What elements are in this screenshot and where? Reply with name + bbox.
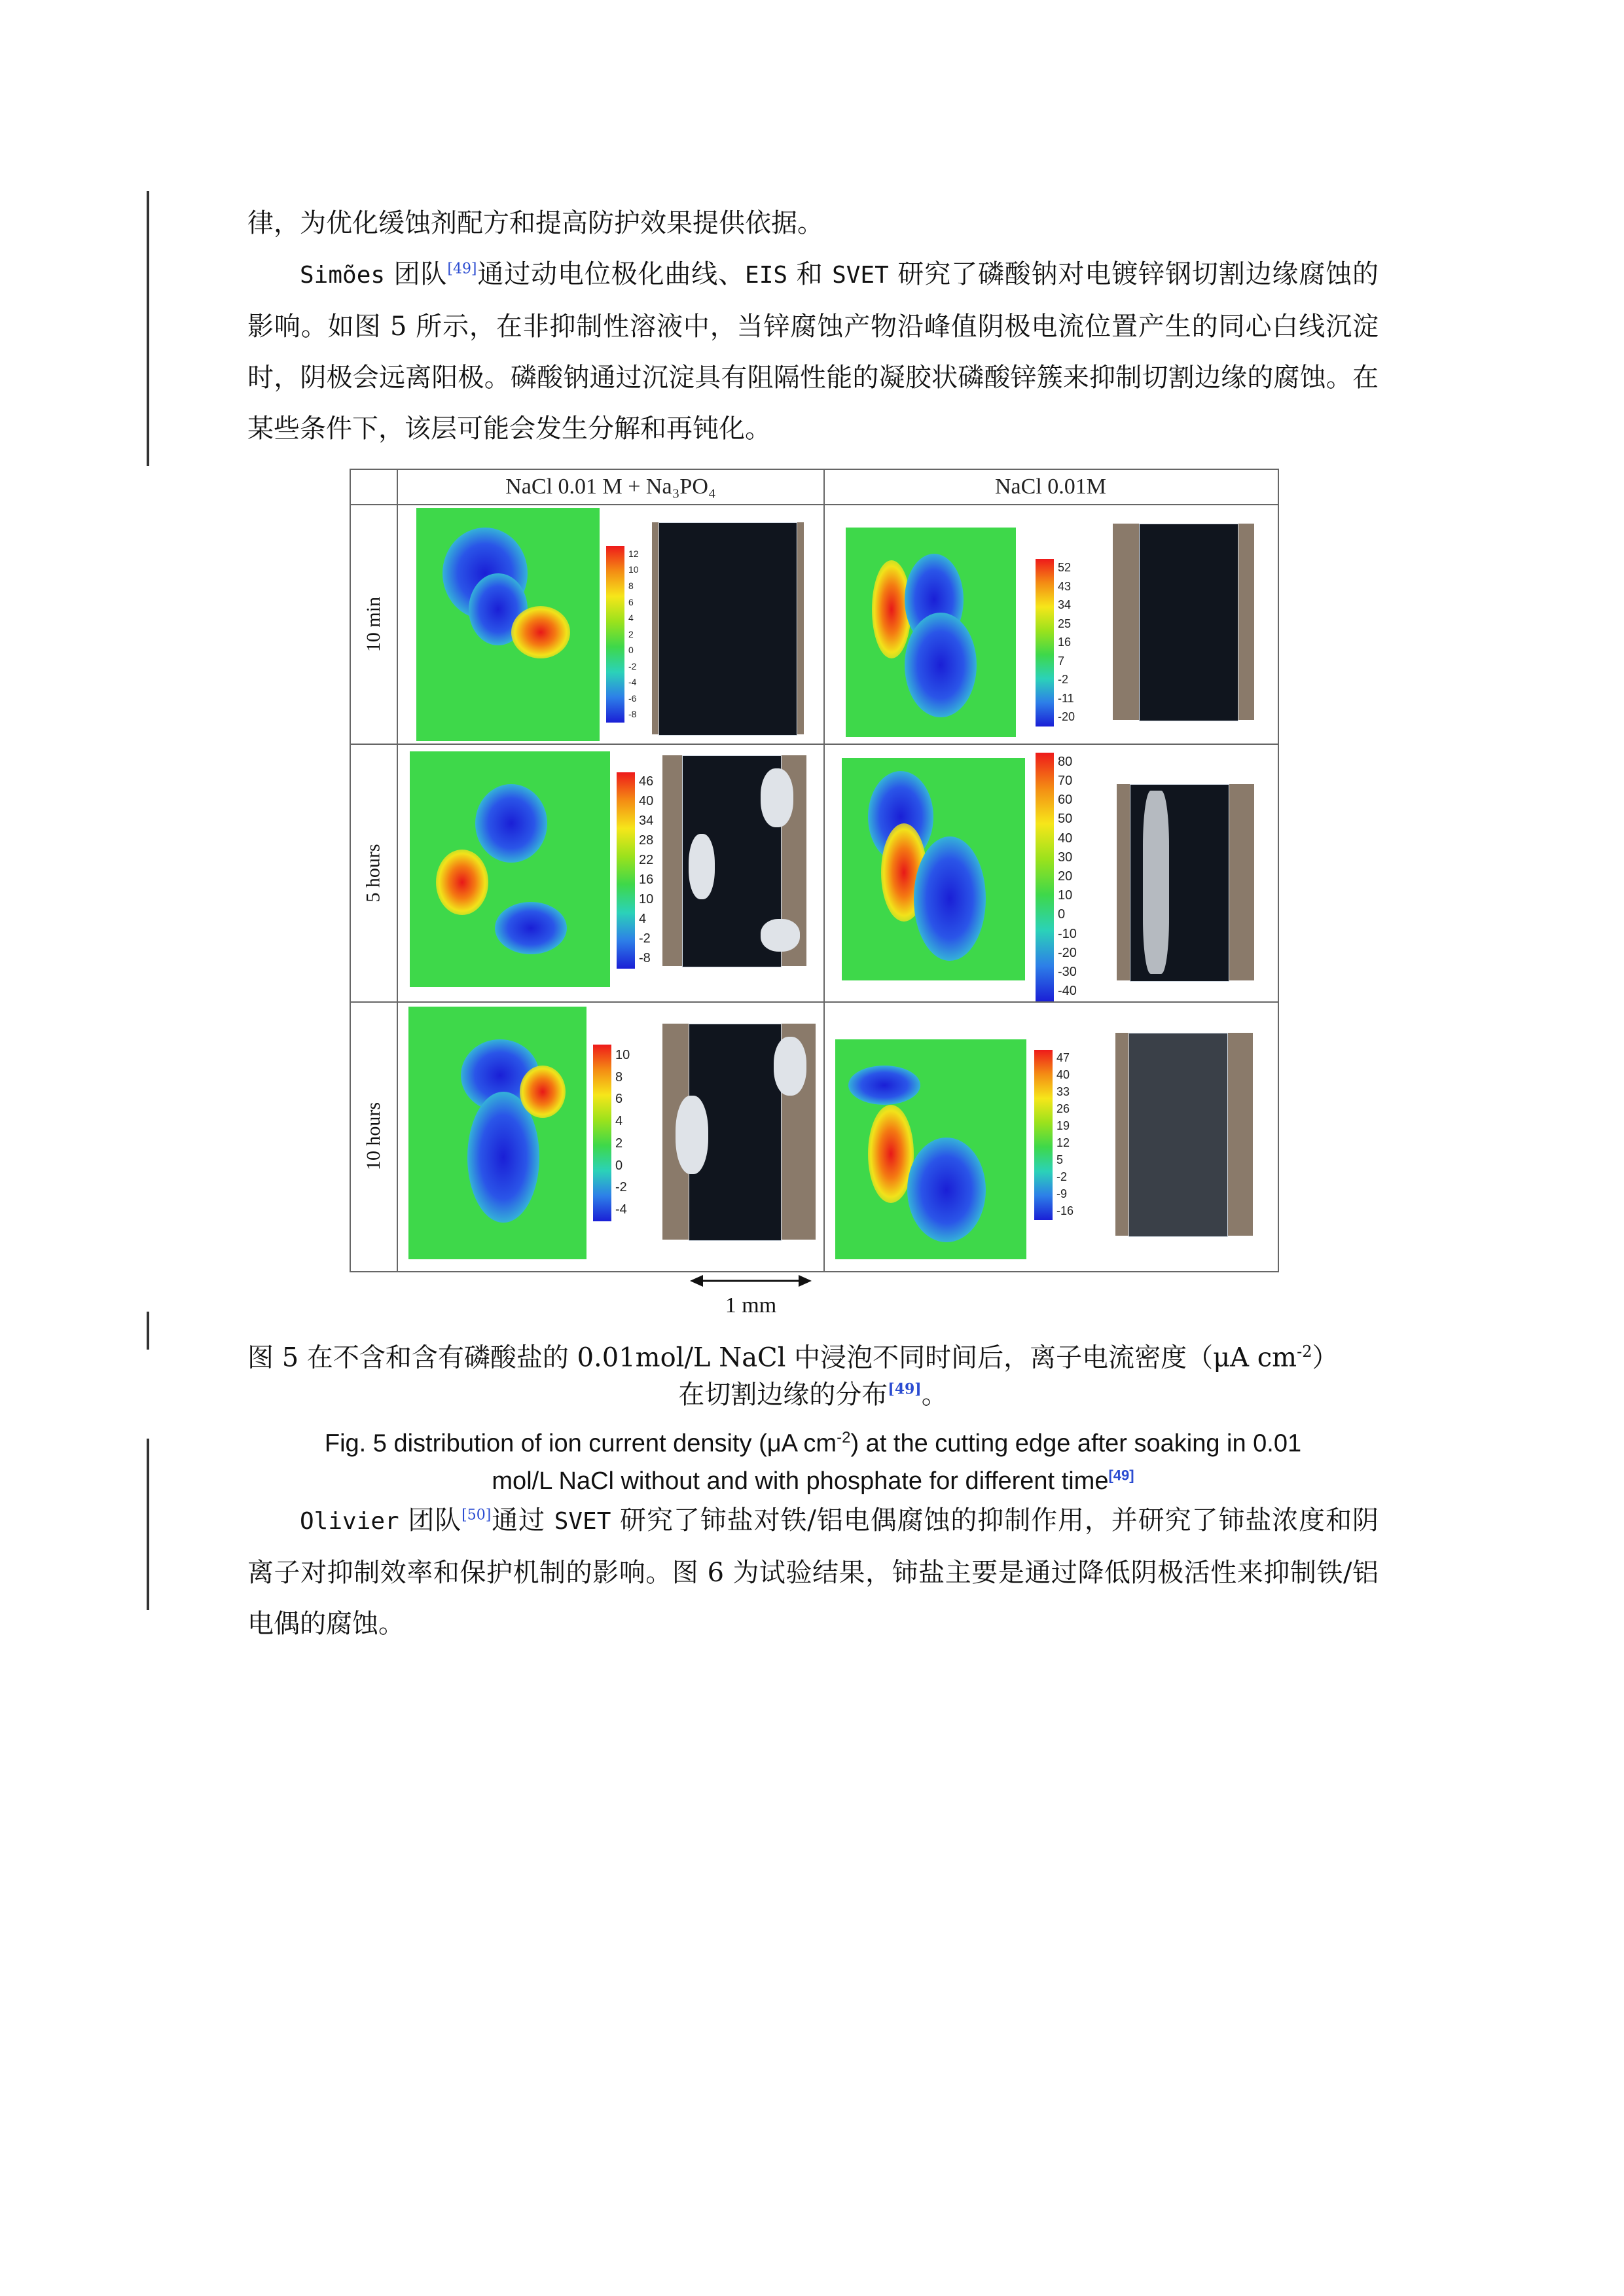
- paragraph-text: 和: [787, 259, 833, 289]
- cathodic-region: [914, 836, 986, 961]
- anodic-region: [511, 606, 570, 658]
- row-label-10hours: [351, 1003, 397, 1270]
- team-word: 团队: [399, 1505, 462, 1535]
- color-scale: [593, 1045, 611, 1221]
- caption-text: 在切割边缘的分布: [678, 1380, 888, 1410]
- citation-ref[interactable]: [49]: [888, 1380, 922, 1398]
- caption-text: ) at the cutting edge after soaking in 0.01: [850, 1429, 1302, 1458]
- figure-5: [350, 469, 1279, 1272]
- anodic-region: [436, 850, 488, 915]
- row-label-5hours: [351, 745, 397, 1001]
- color-scale: [1034, 1050, 1053, 1220]
- color-scale-tick: 40: [1056, 1068, 1070, 1082]
- double-arrow-icon: [690, 1271, 812, 1291]
- author-name: Olivier: [300, 1508, 399, 1535]
- color-scale-tick: 10: [639, 892, 654, 906]
- paragraph-text: 研究了磷酸钠对电镀锌钢切割边缘腐蚀的影响。如图 5 所示，在非抑制性溶液中，当锌腐蚀产物沿峰值阴极电流位置产生的同心白线沉淀时，阴极会远离阳极。磷酸钠通过沉淀具有阻隔性能的凝胶状磷酸锌簇来抑制切割边缘的腐蚀。在某些条件下，该层可能会发生分解和再钝化。: [247, 259, 1379, 444]
- color-scale-tick: 2: [628, 628, 634, 639]
- color-scale-tick: 40: [639, 794, 654, 808]
- current-density-map: [842, 758, 1025, 980]
- author-name: Simões: [300, 262, 386, 289]
- revision-bar: [147, 191, 149, 466]
- color-scale-tick: 26: [1056, 1102, 1070, 1116]
- column-header-phosphate: NaCl 0.01 M + Na₃PO₄: [505, 475, 716, 499]
- paragraph-text: 研究了铈盐对铁/铝电偶腐蚀的抑制作用，并研究了铈盐浓度和阴离子对抑制效率和保护机制的影响。图 6 为试验结果，铈盐主要是通过降低阴极活性来抑制铁/铝电偶的腐蚀。: [247, 1505, 1379, 1639]
- term-eis: EIS: [745, 262, 788, 289]
- color-scale-tick: 10: [615, 1047, 630, 1062]
- term-svet: SVET: [832, 262, 889, 289]
- color-scale-tick: 20: [1058, 869, 1073, 884]
- anodic-region: [520, 1066, 566, 1118]
- color-scale-tick: -6: [628, 692, 637, 704]
- grid-line: [351, 744, 1278, 745]
- current-density-map: [846, 528, 1016, 737]
- caption-text: 。: [921, 1380, 948, 1410]
- sample-photo: [662, 1024, 816, 1240]
- color-scale-tick: 12: [1056, 1136, 1070, 1150]
- color-scale-tick: -4: [615, 1202, 627, 1217]
- color-scale-tick: -2: [1056, 1170, 1068, 1184]
- row-label-text: 5 hours: [363, 844, 385, 903]
- color-scale-tick: 4: [615, 1114, 623, 1129]
- paragraph-olivier: [247, 1495, 1379, 1649]
- color-scale: [1036, 753, 1054, 1001]
- corrosion-product: [676, 1096, 708, 1174]
- color-scale-tick: 70: [1058, 773, 1073, 788]
- revision-bar: [147, 1439, 149, 1610]
- caption-cn-line2: [247, 1373, 1379, 1416]
- column-header-nacl: NaCl 0.01M: [995, 475, 1106, 499]
- cathodic-region: [475, 784, 547, 863]
- color-scale-tick: 16: [1058, 636, 1072, 649]
- color-scale-tick: -16: [1056, 1204, 1074, 1218]
- corrosion-product: [774, 1037, 806, 1096]
- citation-ref[interactable]: [49]: [447, 260, 477, 278]
- color-scale-tick: -8: [639, 951, 651, 965]
- color-scale-tick: 6: [615, 1092, 623, 1107]
- color-scale-tick: 7: [1058, 654, 1065, 668]
- color-scale-tick: -8: [628, 709, 637, 720]
- color-scale-tick: 40: [1058, 831, 1073, 846]
- color-scale-tick: 0: [615, 1158, 623, 1173]
- color-scale: [1036, 559, 1054, 726]
- corrosion-product: [689, 834, 715, 899]
- cathodic-region: [907, 1138, 986, 1242]
- current-density-map: [416, 508, 600, 741]
- caption-text: 图 5 在不含和含有磷酸盐的 0.01mol/L NaCl 中浸泡不同时间后，离子电流密度（μA cm: [247, 1342, 1297, 1373]
- sample-photo: [662, 755, 806, 966]
- color-scale-tick: -20: [1058, 709, 1075, 723]
- color-scale-tick: 43: [1058, 579, 1072, 593]
- color-scale-tick: 34: [1058, 598, 1072, 612]
- corrosion-product: [761, 768, 793, 827]
- row-label-text: 10 hours: [363, 1102, 385, 1171]
- color-scale-tick: 4: [628, 613, 634, 624]
- paragraph-continued: [247, 198, 1379, 249]
- color-scale-tick: 28: [639, 833, 654, 848]
- color-scale-tick: 4: [639, 912, 647, 926]
- color-scale-tick: 52: [1058, 561, 1072, 575]
- color-scale-tick: 46: [639, 774, 654, 789]
- color-scale: [606, 546, 624, 723]
- sample-photo: [652, 522, 804, 734]
- color-scale-tick: 0: [1058, 907, 1066, 922]
- scale-bar: [690, 1271, 812, 1317]
- paragraph-text: 律，为优化缓蚀剂配方和提高防护效果提供依据。: [247, 208, 823, 238]
- current-density-map: [410, 751, 610, 987]
- color-scale-tick: 10: [1058, 888, 1073, 903]
- color-scale-tick: 80: [1058, 754, 1073, 769]
- color-scale-tick: 8: [615, 1069, 623, 1085]
- paragraph-text: 通过动电位极化曲线、: [477, 259, 746, 289]
- color-scale-tick: 34: [639, 814, 654, 828]
- color-scale-tick: -2: [628, 660, 637, 672]
- term-svet: SVET: [554, 1508, 611, 1535]
- color-scale-tick: -9: [1056, 1187, 1068, 1201]
- scale-bar-label: 1 mm: [725, 1293, 777, 1318]
- grid-line: [397, 470, 398, 1271]
- color-scale-tick: -4: [628, 677, 637, 688]
- revision-bar: [147, 1312, 149, 1350]
- color-scale-tick: -10: [1058, 926, 1077, 941]
- color-scale-tick: -2: [639, 931, 651, 946]
- color-scale-tick: -40: [1058, 984, 1077, 999]
- color-scale-tick: 10: [628, 564, 639, 575]
- citation-ref[interactable]: [49]: [1108, 1467, 1134, 1484]
- sample-photo: [1115, 1033, 1253, 1236]
- current-density-map: [835, 1039, 1026, 1259]
- row-label-10min: [351, 505, 397, 744]
- caption-en-line1: [247, 1416, 1379, 1465]
- color-scale-tick: -11: [1058, 691, 1074, 705]
- color-scale-tick: 19: [1056, 1119, 1070, 1133]
- color-scale-tick: 2: [615, 1136, 623, 1151]
- grid-line: [351, 1001, 1278, 1003]
- color-scale-tick: 5: [1056, 1153, 1064, 1167]
- color-scale: [617, 772, 635, 969]
- color-scale-tick: 6: [628, 596, 634, 607]
- color-scale-tick: 47: [1056, 1051, 1070, 1065]
- color-scale-tick: -2: [615, 1180, 627, 1195]
- corrosion-product: [761, 919, 800, 952]
- color-scale-tick: 0: [628, 645, 634, 656]
- paragraph-text: 通过: [491, 1505, 554, 1535]
- superscript: -2: [1297, 1342, 1312, 1361]
- color-scale-tick: -30: [1058, 965, 1077, 980]
- color-scale-tick: 8: [628, 580, 634, 591]
- color-scale-tick: -2: [1058, 673, 1069, 687]
- sample-cut-edge: [1139, 524, 1238, 721]
- color-scale-tick: 16: [639, 872, 654, 887]
- current-density-map: [408, 1007, 586, 1259]
- caption-text: ）: [1312, 1342, 1339, 1373]
- caption-text: Fig. 5 distribution of ion current density (μA cm: [324, 1429, 837, 1458]
- caption-text: mol/L NaCl without and with phosphate for different time: [492, 1467, 1109, 1495]
- color-scale-tick: 60: [1058, 793, 1073, 808]
- color-scale-tick: -20: [1058, 945, 1077, 960]
- grid-line: [823, 470, 825, 1271]
- superscript: -2: [837, 1429, 851, 1446]
- row-label-text: 10 min: [363, 596, 385, 653]
- paragraph-simoes: [247, 249, 1379, 454]
- sample-cut-edge: [1128, 1033, 1228, 1237]
- sample-cut-edge: [659, 522, 797, 736]
- cathodic-region: [495, 902, 567, 954]
- color-scale-tick: 22: [639, 853, 654, 867]
- color-scale-tick: 30: [1058, 850, 1073, 865]
- cathodic-region: [848, 1066, 920, 1105]
- corrosion-product: [1143, 791, 1169, 974]
- caption-cn-line1: [247, 1330, 1379, 1379]
- color-scale-tick: 25: [1058, 617, 1072, 630]
- team-word: 团队: [385, 259, 448, 289]
- grid-line: [351, 504, 1278, 505]
- citation-ref[interactable]: [50]: [461, 1507, 492, 1524]
- color-scale-tick: 12: [628, 548, 639, 559]
- color-scale-tick: 50: [1058, 812, 1073, 827]
- sample-photo: [1117, 784, 1254, 980]
- color-scale-tick: 33: [1056, 1085, 1070, 1099]
- cathodic-region: [905, 613, 977, 717]
- sample-photo: [1113, 524, 1254, 720]
